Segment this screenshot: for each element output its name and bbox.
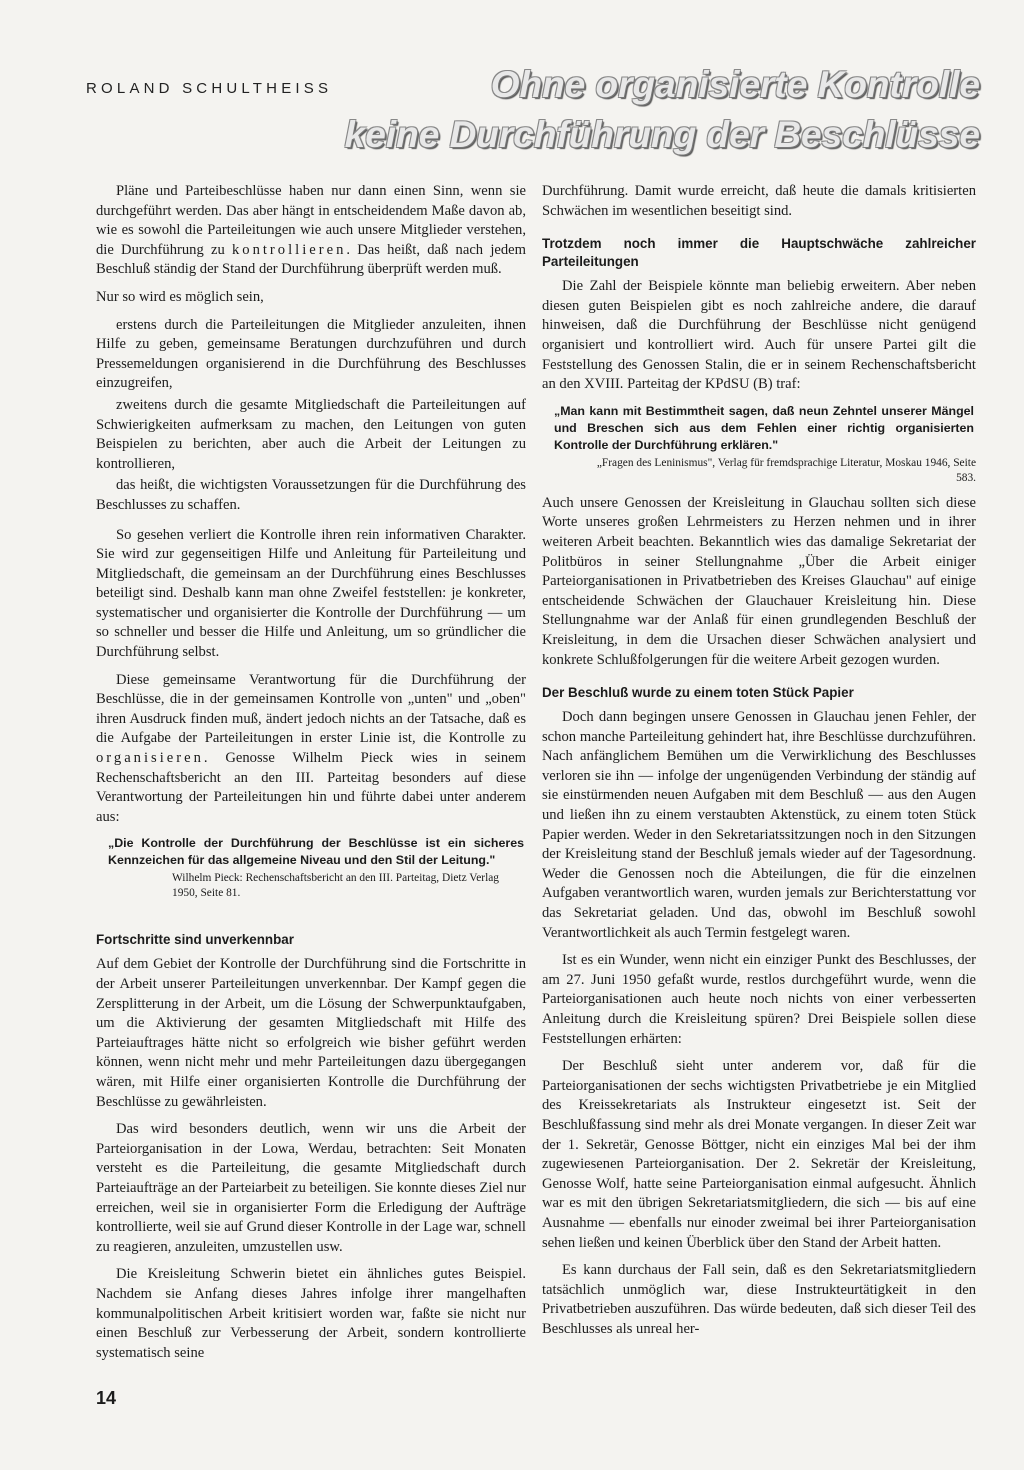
section-heading: Fortschritte sind unverkennbar: [96, 932, 294, 948]
spaced-emphasis: kontrollieren: [231, 241, 347, 258]
enumeration-item: zweitens durch die gesamte Mitgliedschaft die Parteileitungen auf Schwierigkeiten aufmerksam zu machen, den Leitungen von guten Beispielen zu berichten, aber auch die Arbeit der Leitungen zu kontrollieren,: [96, 396, 526, 472]
quote-stalin: „Man kann mit Bestimmtheit sagen, daß neun Zehntel unserer Mängel und Breschen sich aus dem Fehlen einer richtig organisierten Kontrolle der Durchführung erklären.": [554, 403, 974, 452]
enumeration-item: erstens durch die Parteileitungen die Mitglieder anzuleiten, ihnen Hilfe zu geben, gemeinsame Beratungen durchzuführen und durch Pressemeldungen organisierend in die Durchführung des Beschlusses einzugreifen,: [96, 316, 526, 392]
article-header: [0, 0, 1024, 170]
paragraph: Doch dann begingen unsere Genossen in Glauchau jenen Fehler, der schon manche Parteileitung gehindert hat, ihre Beschlüsse durchzuführen. Nach anfänglichem Bemühen um die Verwirklichung des Beschlusses verloren sie ihn — infolge der ungenügenden Verbindung der ständig auf sie einstürmenden neuen Aufgaben mit dem Beschluß — aus den Augen und ließen ihn zu einem verstaubten Aktenstück, zu einem toten Stück Papier werden. Weder in den Sekretariatssitzungen noch in den Sitzungen der Kreisleitung stand der Beschluß jemals wieder auf der Tagesordnung. Weder die Genossen noch die Abteilungen, die für die einzelnen Aufgaben verantwortlich waren, wurden jemals zur Berichterstattung vor das Sekretariat geladen. Und das, obwohl im Beschluß sowohl Verantwortlichkeit als auch Termin festgelegt waren.: [542, 709, 976, 941]
article-title: [345, 60, 980, 160]
paragraph: Es kann durchaus der Fall sein, daß es den Sekretariatsmitgliedern tatsächlich unmöglich war, diese Instrukteurtätigkeit in den Privatbetrieben auszuführen. Das würde bedeuten, daß sich dieser Teil des Beschlusses als unreal her-: [542, 1262, 976, 1337]
paragraph: Die Kreisleitung Schwerin bietet ein ähnliches gutes Beispiel. Nachdem sie Anfang dieses Jahres infolge ihrer mangelhaften kommunalpolitischen Arbeit kritisiert worden war, faßte sie nicht nur einen Beschluß zur Verbesserung der Arbeit, sondern kontrollierte systematisch seine: [96, 1266, 526, 1361]
section-heading: Der Beschluß wurde zu einem toten Stück Papier: [542, 685, 854, 701]
right-column: [542, 182, 976, 1348]
paragraph: Auch unsere Genossen der Kreisleitung in Glauchau sollten sich diese Worte unseres großen Lehrmeisters zu Herzen nehmen und in ihrer weiteren Arbeit beachten. Bekanntlich wies das damalige Sekretariat der Politbüros in seiner Stellungnahme „Über die Arbeit einiger Parteiorganisationen in Privatbetrieben des Kreises Glauchau" auf einige entscheidende Schwächen der Glauchauer Kreisleitung hin. Diese Stellungnahme war der Anlaß für einen grundlegenden Beschluß der Kreisleitung, in dem die Ursachen dieser Schwächen analysiert und konkrete Schlußfolgerungen für die weitere Arbeit gezogen wurden.: [542, 494, 976, 668]
title-line-1: Ohne organisierte Kontrolle: [490, 64, 980, 105]
paragraph: Der Beschluß sieht unter anderem vor, daß für die Parteiorganisationen der sechs wichtigsten Privatbetriebe je ein Mitglied des Kreissekretariats als Instrukteur eingesetzt ist. Seit der Beschlußfassung sind mehr als drei Monate vergangen. In dieser Zeit war der 1. Sekretär, Genosse Böttger, nicht ein einziges Mal bei der ihm zugewiesenen Parteiorganisation. Der 2. Sekretär der Kreisleitung, Genosse Wolf, hatte seine Parteiorganisation einmal aufgesucht. Ähnlich war es mit den übrigen Sekretariatsmitgliedern, die sich — bis auf eine Ausnahme — ebenfalls nur einoder zweimal bei ihrer Parteiorganisation sehen ließen und keinen Überblick über den Stand der Arbeit hatten.: [542, 1058, 976, 1251]
quote-source: Wilhelm Pieck: Rechenschaftsbericht an den III. Parteitag, Dietz Verlag 1950, Seite 81.: [172, 872, 500, 900]
section-heading: Trotzdem noch immer die Hauptschwäche zahlreicher Parteileitungen: [542, 236, 976, 270]
paragraph: Auf dem Gebiet der Kontrolle der Durchführung sind die Fortschritte in der Arbeit unserer Parteileitungen unverkennbar. Der Kampf gegen die Zersplitterung in der Arbeit, um die Lösung der Schwerpunktaufgaben, um die Aktivierung der gesamten Mitgliedschaft mit Hilfe des Parteiauftrages hätte nicht so erfolgreich wie bisher geführt werden können, wenn nicht mehr und mehr Parteileitungen dazu übergegangen wären, mit Hilfe einer organisierten Kontrolle die Durchführung der Beschlüsse zu gewährleisten.: [96, 956, 526, 1110]
paragraph: Durchführung. Damit wurde erreicht, daß heute die damals kritisierten Schwächen im wesentlichen beseitigt sind.: [542, 183, 976, 219]
paragraph: Ist es ein Wunder, wenn nicht ein einziger Punkt des Beschlusses, der am 27. Juni 1950 gefaßt wurde, restlos durchgeführt wurde, wenn die Parteiorganisationen auch heute noch nichts von einer verbesserten Anleitung durch die Kreisleitung spüren? Drei Beispiele sollen diese Feststellungen erhärten:: [542, 952, 976, 1047]
paragraph: Diese gemeinsame Verantwortung für die Durchführung der Beschlüsse, die in der gemeinsamen Kontrolle von „unten" und „oben" ihren Ausdruck finden muß, ändert jedoch nichts an der Tatsache, daß es die Aufgabe der Parteileitungen in erster Linie ist, die Kontrolle zu organisieren. Genosse Wilhelm Pieck wies in seinem Rechenschaftsbericht an den III. Parteitag besonders auf diese Verantwortung der Parteileitungen hin und führte dabei unter anderem aus:: [96, 671, 526, 825]
quote-source: „Fragen des Leninismus", Verlag für fremdsprachige Literatur, Moskau 1946, Seite 583.: [596, 456, 976, 484]
paragraph: Nur so wird es möglich sein,: [96, 288, 264, 305]
quote-pieck: „Die Kontrolle der Durchführung der Beschlüsse ist ein sicheres Kennzeichen für das allgemeine Niveau und den Stil der Leitung.": [108, 836, 524, 868]
paragraph: Das wird besonders deutlich, wenn wir uns die Arbeit der Parteiorganisation in der Lowa, Werdau, betrachten: Seit Monaten versteht es die Parteileitung, die gesamte Mitgliedschaft durch Parteiaufträge an der Parteiarbeit zu beteiligen. Sie konnte dieses Ziel nur erreichen, weil sie in organisierter Form die Erledigung der Aufträge kontrollierte, weil sie auf Grund dieser Kontrolle in der Lage war, schnell zu reagieren, anzuleiten, umzustellen usw.: [96, 1121, 526, 1255]
title-line-2: keine Durchführung der Beschlüsse: [344, 114, 980, 155]
enumeration-item: das heißt, die wichtigsten Voraussetzungen für die Durchführung des Beschlusses zu schaffen.: [96, 477, 526, 513]
author-name: ROLAND SCHULTHEISS: [86, 80, 333, 97]
paragraph: Die Zahl der Beispiele könnte man beliebig erweitern. Aber neben diesen guten Beispielen gibt es noch zahlreiche andere, die darauf hinweisen, daß die Durchführung der Beschlüsse nicht genügend organisiert und kontrolliert wird. Auch für unsere Partei gilt die Feststellung des Genossen Stalin, die er in seinem Rechenschaftsbericht an den XVIII. Parteitag der KPdSU (B) traf:: [542, 278, 976, 393]
left-column: [96, 182, 526, 1371]
paragraph: Pläne und Parteibeschlüsse haben nur dann einen Sinn, wenn sie durchgeführt werden. Das aber hängt in entscheidendem Maße davon ab, wie es sowohl die Parteileitungen wie auch unsere Mitglieder verstehen, die Durchführung zu kontrollieren. Das heißt, daß nach jedem Beschluß ständig der Stand der Durchführung überprüft werden muß.: [96, 183, 526, 278]
page-number: 14: [96, 1388, 117, 1408]
paragraph: So gesehen verliert die Kontrolle ihren rein informativen Charakter. Sie wird zur gegenseitigen Hilfe und Anleitung für Parteileitung und Mitgliedschaft, die gemeinsam an der Durchführung eines Beschlusses beteiligt sind. Deshalb kann man ohne Zweifel feststellen: je konkreter, systematischer und organisierter die Kontrolle der Durchführung — um so schneller und besser die Hilfe und Anleitung, um so gründlicher die Durchführung selbst.: [96, 526, 526, 661]
spaced-emphasis: organisieren: [96, 750, 204, 767]
